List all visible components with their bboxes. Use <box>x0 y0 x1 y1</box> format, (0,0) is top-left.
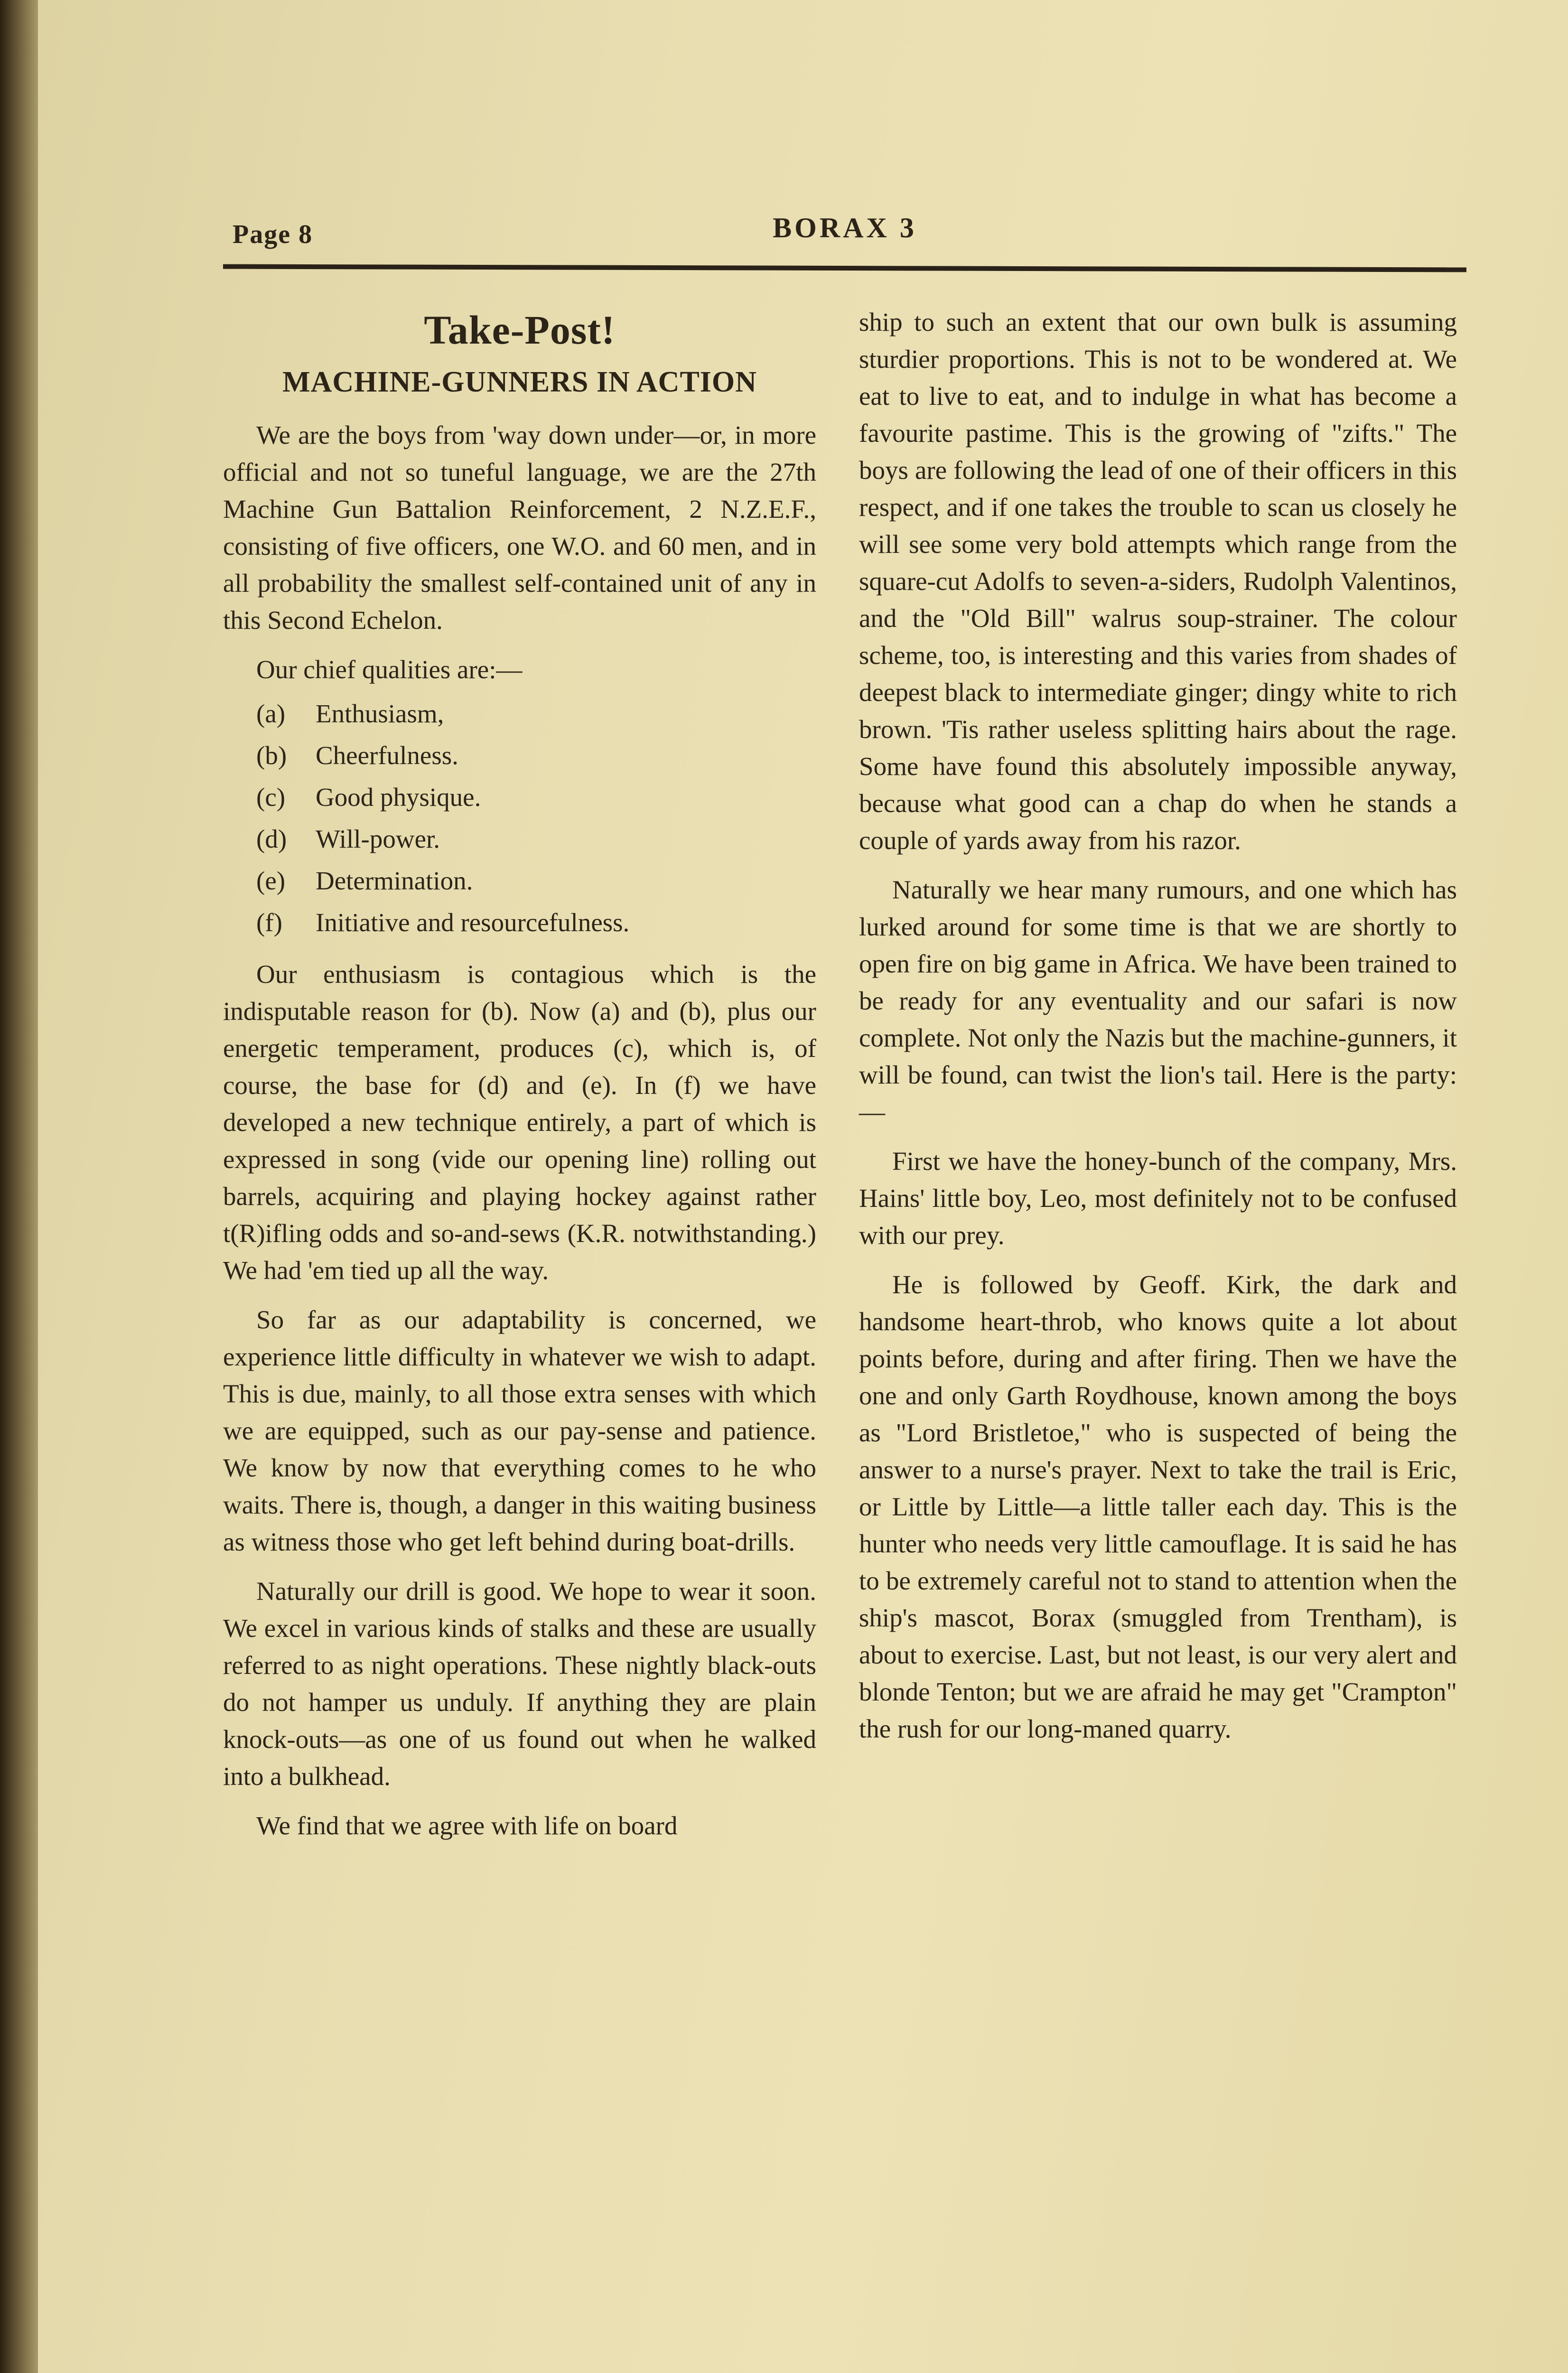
article-subtitle: MACHINE-GUNNERS IN ACTION <box>282 366 757 398</box>
list-item: (d) Will-power. <box>256 824 440 853</box>
document-page <box>38 0 1568 2373</box>
paragraph-life-on-board: We find that we agree with life on board <box>256 1811 678 1840</box>
list-item: (e) Determination. <box>256 866 473 895</box>
list-item: (a) Enthusiasm, <box>256 699 444 728</box>
qualities-list <box>223 693 816 944</box>
list-item: (c) Good physique. <box>256 783 481 812</box>
paragraph-rumours: Naturally we hear many rumours, and one which has lurked around for some time is that we are shortly to open fire on big game in Africa. We have been trained to be ready for any eventuality and our safari is now complete. Not only the Nazis but the machine-gunners, it will be found, can twist the lion's tail. Here is the party:— <box>859 875 1457 1126</box>
list-item: (f) Initiative and resourcefulness. <box>256 908 630 937</box>
paragraph-leo: First we have the honey-bunch of the company, Mrs. Hains' little boy, Leo, most definitely not to be confused with our prey. <box>859 1147 1457 1250</box>
publication-title: BORAX 3 <box>773 212 917 243</box>
page-binding-edge <box>0 0 38 2373</box>
paragraph-life-on-board-continued: ship to such an extent that our own bulk is assuming sturdier proportions. This is not to be wondered at. We eat to live to eat, and to indulge in what has become a favourite pastime. This is the growing of "zifts." The boys are following the lead of one of their officers in this respect, and if one takes the trouble to scan us closely he will see some very bold attempts which range from the square-cut Adolfs to seven-a-siders, Rudolph Valentinos, and the "Old Bill" walrus soup-strainer. The colour scheme, too, is interesting and this varies from shades of deepest black to intermediate ginger; dingy white to rich brown. 'Tis rather useless splitting hairs about the rage. Some have found this absolutely impossible anyway, because what good can a chap do when he stands a couple of yards away from his razor. <box>859 308 1457 855</box>
qualities-intro: Our chief qualities are:— <box>256 655 523 684</box>
header-rule <box>223 264 1466 272</box>
page-number: Page 8 <box>233 220 313 249</box>
paragraph-intro: We are the boys from 'way down under—or, in more official and not so tuneful language, we are the 27th Machine Gun Battalion Reinforcement, 2 N.Z.E.F., consisting of five officers, one W.O. and 60 men, and in all probability the smallest self-contained unit of any in this Second Echelon. <box>223 420 816 635</box>
paragraph-enthusiasm: Our enthusiasm is contagious which is the indisputable reason for (b). Now (a) and (b), plus our energetic temperament, produces (c), which is, of course, the base for (d) and (e). In (f) we have developed a new technique entirely, a part of which is expressed in song (vide our opening line) rolling out barrels, acquiring and playing hockey against rather t(R)ifling odds and so-and-sews (K.R. notwithstanding.) We had 'em tied up all the way. <box>223 960 816 1285</box>
paragraph-party: He is followed by Geoff. Kirk, the dark and handsome heart-throb, who knows quite a lot about points before, during and after firing. Then we have the one and only Garth Roydhouse, known among the boys as "Lord Bristletoe," who is suspected of being the answer to a nurse's prayer. Next to take the trail is Eric, or Little by Little—a little taller each day. This is the hunter who needs very little camouflage. It is said he has to be extremely careful not to stand to attention when the ship's mascot, Borax (smuggled from Trentham), is about to exercise. Last, but not least, is our very alert and blonde Tenton; but we are afraid he may get "Crampton" the rush for our long-maned quarry. <box>859 1270 1457 1743</box>
article-title: Take-Post! <box>424 307 616 353</box>
paragraph-drill: Naturally our drill is good. We hope to wear it soon. We excel in various kinds of stalks and these are usually referred to as night operations. These nightly black-outs do not hamper us unduly. If anything they are plain knock-outs—as one of us found out when he walked into a bulkhead. <box>223 1577 816 1791</box>
left-column <box>223 304 816 1857</box>
paragraph-adaptability: So far as our adaptability is concerned, we experience little difficulty in whatever we wish to adapt. This is due, mainly, to all those extra senses with which we are equipped, such as our pay-sense and patience. We know by now that everything comes to he who waits. There is, though, a danger in this waiting business as witness those who get left behind during boat-drills. <box>223 1305 816 1556</box>
right-column <box>859 304 1457 1760</box>
list-item: (b) Cheerfulness. <box>256 741 458 770</box>
